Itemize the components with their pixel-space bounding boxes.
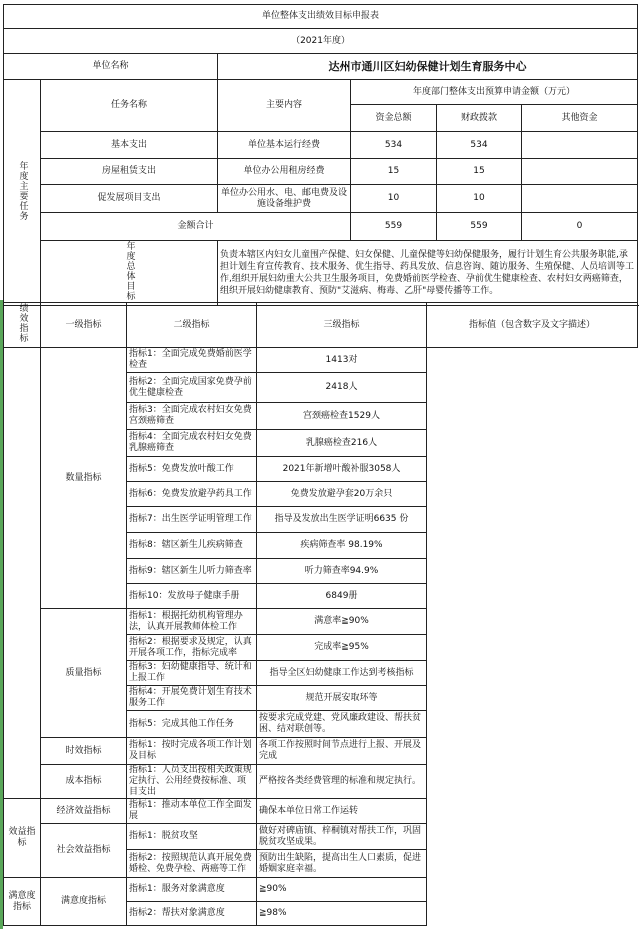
indicator-value-cell: 宫颈癌检查1529人 — [257, 403, 427, 430]
satisfaction-level3: 指标2：帮扶对象满意度 — [127, 902, 257, 926]
task-fiscal: 15 — [437, 159, 522, 185]
level3-cell: 指标5：免费发放叶酸工作 — [127, 457, 257, 482]
task-fiscal: 534 — [437, 132, 522, 159]
level3-cell: 指标10：发放母子健康手册 — [127, 584, 257, 609]
indicator-value-cell: 规范开展安取环等 — [257, 686, 427, 711]
task-name-header: 任务名称 — [41, 80, 218, 132]
task-name: 房屋租赁支出 — [41, 159, 218, 185]
level3-cell: 指标4：开展免费计划生育技术服务工作 — [127, 686, 257, 711]
level3-cell: 指标1：按时完成各项工作计划及目标 — [127, 738, 257, 765]
task-content: 单位办公用租房经费 — [218, 159, 351, 185]
other-funds-header: 其他资金 — [522, 105, 638, 132]
amount-total-row — [4, 213, 638, 241]
satisfaction-level2: 满意度指标 — [41, 878, 127, 926]
indicator-value-cell: 严格按各类经费管理的标准和规定执行。 — [257, 765, 427, 799]
form-year: （2021年度） — [4, 29, 638, 54]
indicator-row — [4, 348, 638, 373]
unit-name-value: 达州市通川区妇幼保健计划生育服务中心 — [218, 54, 638, 80]
task-total: 10 — [351, 185, 437, 213]
satisfaction-value: ≧98% — [257, 902, 427, 926]
level3-cell: 指标2：全面完成国家免费孕前优生健康检查 — [127, 373, 257, 403]
indicator-value-cell: 6849册 — [257, 584, 427, 609]
value-header: 指标值（包含数字及文字描述） — [427, 303, 638, 348]
benefit-value: 预防出生缺陷，提高出生人口素质，促进婚姻家庭幸福。 — [257, 850, 427, 878]
benefit-level3: 指标1：推动本单位工作全面发展 — [127, 799, 257, 824]
task-row — [4, 185, 638, 213]
task-total: 15 — [351, 159, 437, 185]
level2-cell: 成本指标 — [41, 765, 127, 799]
indicator-value-cell: 听力筛查率94.9% — [257, 559, 427, 584]
level3-cell: 指标9：辖区新生儿听力筛查率 — [127, 559, 257, 584]
amount-total-label: 金额合计 — [41, 213, 351, 241]
task-row — [4, 159, 638, 185]
satisfaction-level1: 满意度指标 — [4, 878, 41, 926]
level3-cell: 指标7：出生医学证明管理工作 — [127, 507, 257, 533]
total-funds-header: 资金总额 — [351, 105, 437, 132]
overall-goal-label: 年度总体目标 — [41, 241, 218, 306]
task-other — [522, 132, 638, 159]
indicator-value-cell: 按要求完成党建、党风廉政建设、帮扶贫困、结对联创等。 — [257, 711, 427, 738]
level2-cell: 数量指标 — [41, 348, 127, 609]
unit-name-label: 单位名称 — [4, 54, 218, 80]
budget-table — [3, 4, 638, 306]
satisfaction-level3: 指标1：服务对象满意度 — [127, 878, 257, 902]
indicator-value-cell: 各项工作按照时间节点进行上报、开展及完成 — [257, 738, 427, 765]
indicator-row — [4, 738, 638, 765]
indicator-value-cell: 免费发放避孕套20万余只 — [257, 482, 427, 507]
benefit-level1: 效益指标 — [4, 799, 41, 878]
output-level1-blank — [4, 348, 41, 799]
indicator-value-cell: 完成率≧95% — [257, 635, 427, 661]
amount-other-value: 0 — [522, 213, 638, 241]
level2-cell: 质量指标 — [41, 609, 127, 738]
main-content-header: 主要内容 — [218, 80, 351, 132]
amount-total-value: 559 — [351, 213, 437, 241]
task-content: 单位办公用水、电、邮电费及设施设备维护费 — [218, 185, 351, 213]
performance-indicators-label: 绩效指标 — [4, 303, 41, 348]
benefit-value: 做好对碑庙镇、梓桐镇对帮扶工作，巩固脱贫攻坚成果。 — [257, 824, 427, 850]
fiscal-funds-header: 财政拨款 — [437, 105, 522, 132]
indicator-value-cell: 指导及发放出生医学证明6635 份 — [257, 507, 427, 533]
social-benefit-level2: 社会效益指标 — [41, 824, 127, 878]
level1-header: 一级指标 — [41, 303, 127, 348]
form-title: 单位整体支出绩效目标申报表 — [4, 5, 638, 29]
economic-benefit-level2: 经济效益指标 — [41, 799, 127, 824]
indicator-row — [4, 765, 638, 799]
level3-cell: 指标3：妇幼健康指导、统计和上报工作 — [127, 661, 257, 686]
level3-cell: 指标1：人员支出按相关政策规定执行、公用经费按标准、项目支出 — [127, 765, 257, 799]
task-name: 基本支出 — [41, 132, 218, 159]
level3-cell: 指标1：根据托幼机构管理办法，认真开展教师体检工作 — [127, 609, 257, 635]
performance-indicator-table — [3, 302, 638, 926]
task-total: 534 — [351, 132, 437, 159]
task-content: 单位基本运行经费 — [218, 132, 351, 159]
overall-goal-text: 负责本辖区内妇女儿童围产保健、妇女保健、儿童保健等妇幼保健服务，履行计划生育公共服务职能,承担计划生育宣传教育、技术服务、优生指导、药具发放、信息咨询、随访服务、生殖保健、人员培训等工作,组织开展妇幼重大公共卫生服务项目，免费婚前医学检查、孕前优生健康检查、农村妇女两癌筛查，组织开展妇幼健康教育、预防"艾滋病、梅毒、乙肝"母婴传播等工作。 — [218, 241, 638, 306]
task-fiscal: 10 — [437, 185, 522, 213]
task-other — [522, 185, 638, 213]
indicator-value-cell: 乳腺癌检查216人 — [257, 430, 427, 457]
task-row — [4, 132, 638, 159]
level3-cell: 指标2：根据要求及规定，认真开展各项工作，指标完成率 — [127, 635, 257, 661]
level3-cell: 指标4：全面完成农村妇女免费乳腺癌筛查 — [127, 430, 257, 457]
indicator-value-cell: 2021年新增叶酸补服3058人 — [257, 457, 427, 482]
benefit-level3: 指标1：脱贫攻坚 — [127, 824, 257, 850]
level3-cell: 指标3：全面完成农村妇女免费宫颈癌筛查 — [127, 403, 257, 430]
amount-fiscal-value: 559 — [437, 213, 522, 241]
level3-cell: 指标6：免费发放避孕药具工作 — [127, 482, 257, 507]
benefit-value: 确保本单位日常工作运转 — [257, 799, 427, 824]
level3-cell: 指标8：辖区新生儿疾病筛查 — [127, 533, 257, 559]
indicator-value-cell: 疾病筛查率 98.19% — [257, 533, 427, 559]
indicator-value-cell: 指导全区妇幼健康工作达到考核指标 — [257, 661, 427, 686]
indicator-value-cell: 满意率≧90% — [257, 609, 427, 635]
level3-cell: 指标1：全面完成免费婚前医学检查 — [127, 348, 257, 373]
annual-tasks-label: 年度主要任务 — [4, 80, 41, 306]
level2-header: 二级指标 — [127, 303, 257, 348]
indicator-value-cell: 1413对 — [257, 348, 427, 373]
task-name: 促发展项目支出 — [41, 185, 218, 213]
level2-cell: 时效指标 — [41, 738, 127, 765]
benefit-level3: 指标2：按照规范认真开展免费婚检、免费孕检、两癌等工作 — [127, 850, 257, 878]
indicator-row — [4, 609, 638, 635]
budget-header: 年度部门整体支出预算申请金额（万元） — [351, 80, 638, 105]
task-other — [522, 159, 638, 185]
satisfaction-value: ≧90% — [257, 878, 427, 902]
indicator-value-cell: 2418人 — [257, 373, 427, 403]
level3-cell: 指标5：完成其他工作任务 — [127, 711, 257, 738]
level3-header: 三级指标 — [257, 303, 427, 348]
